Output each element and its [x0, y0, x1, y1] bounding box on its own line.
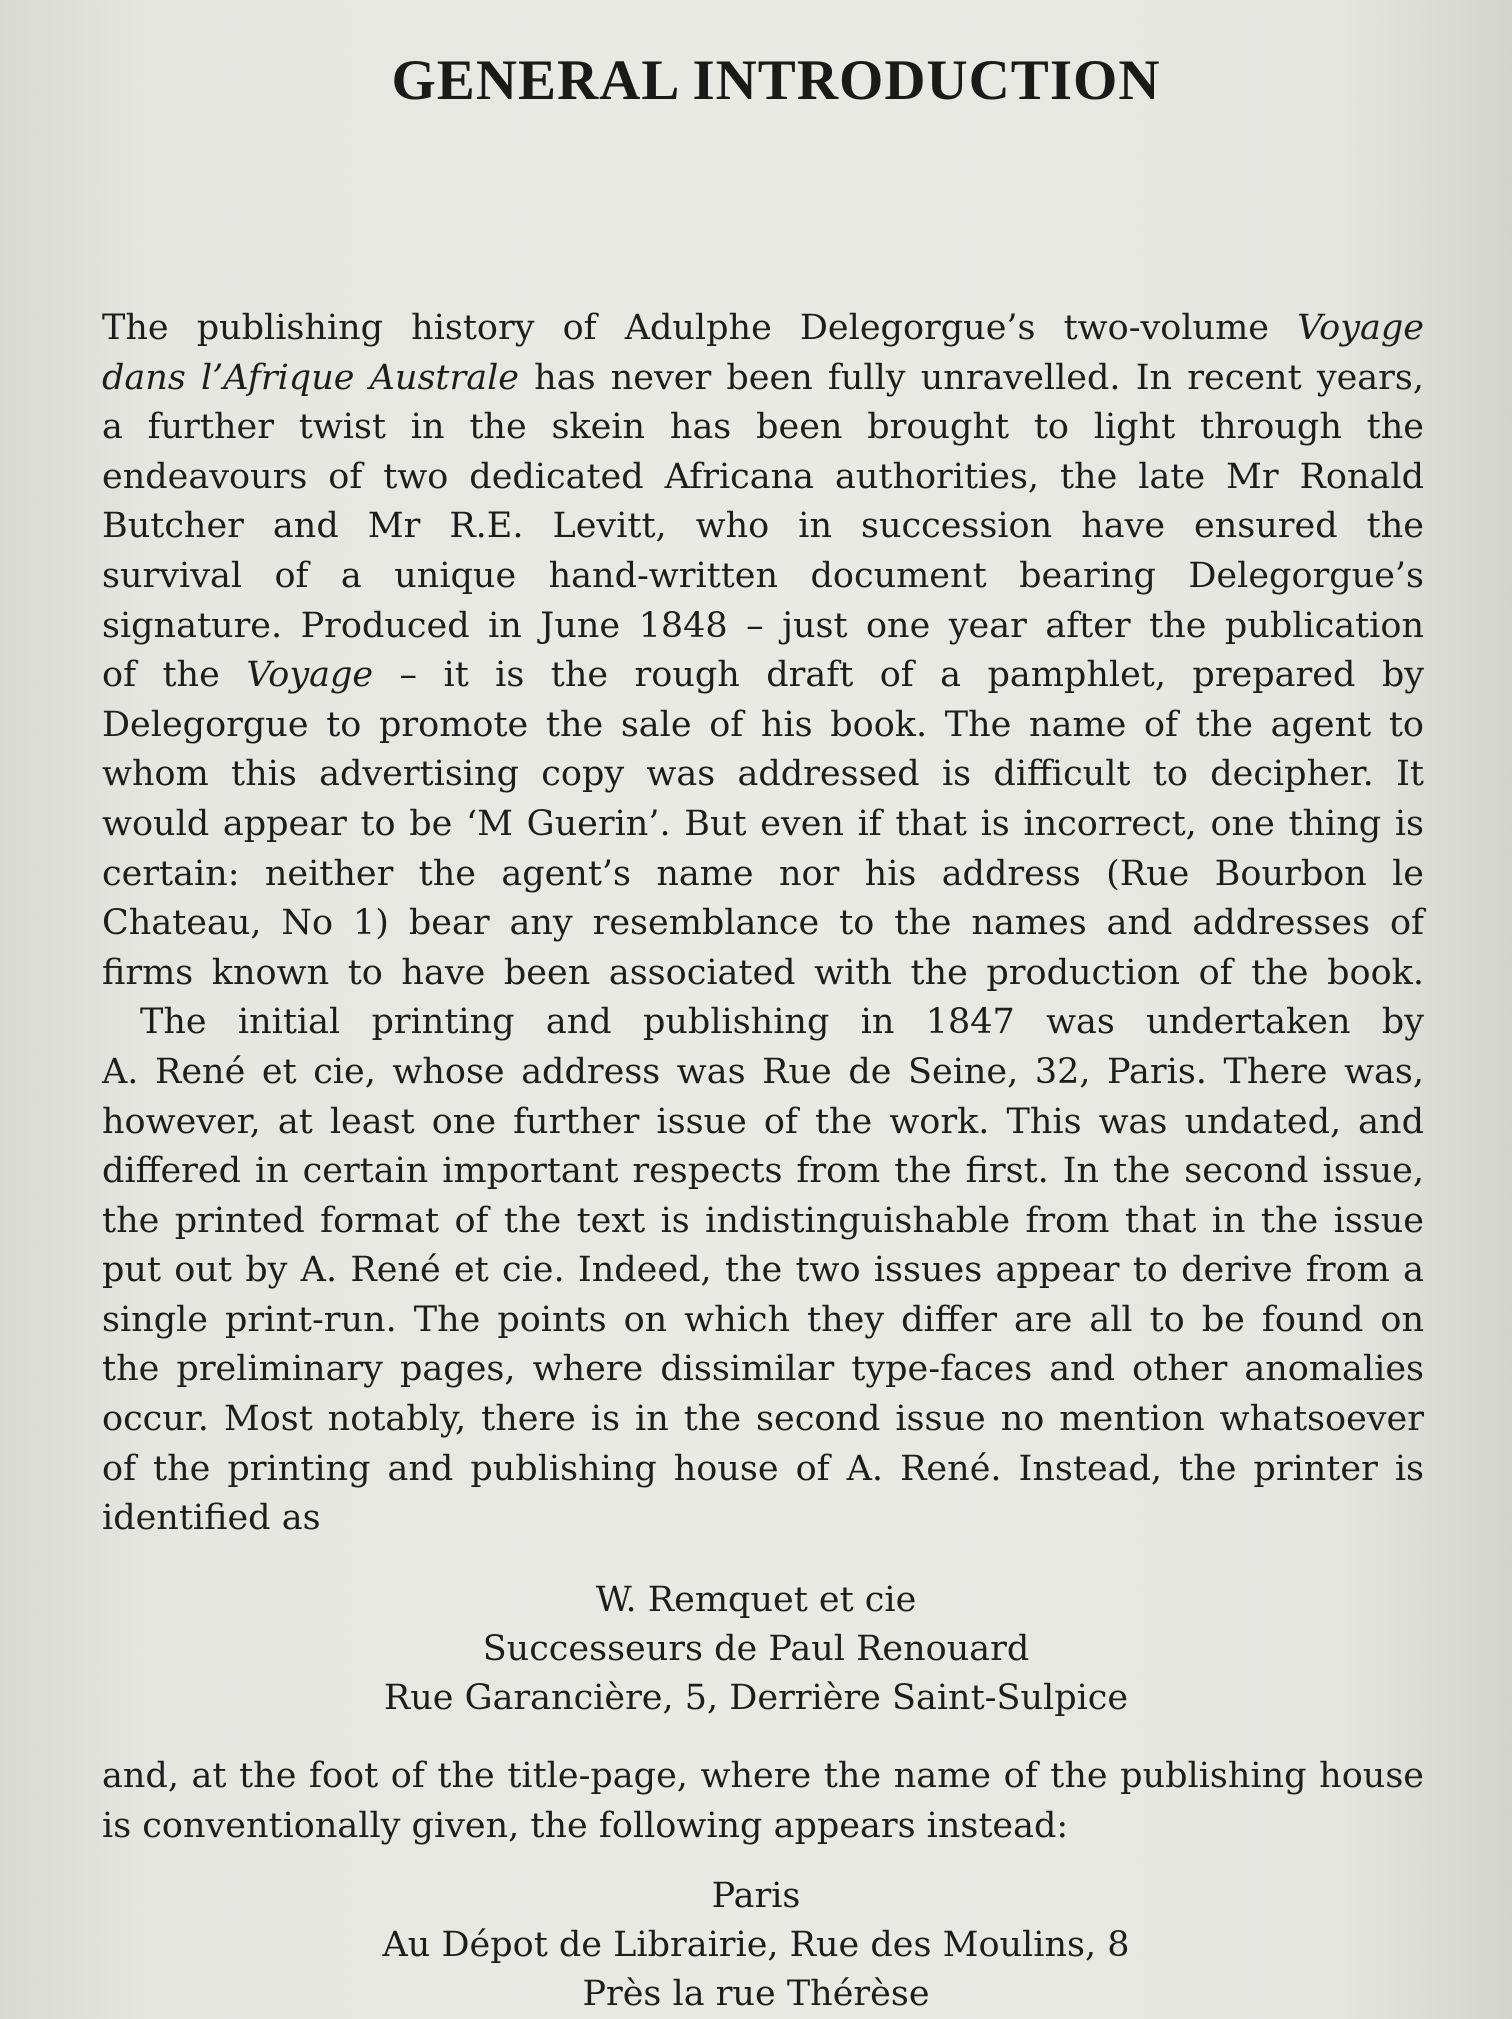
text-segment: has never been fully unravelled. In recent years,	[519, 357, 1424, 398]
address-line: Au Dépot de Librairie, Rue des Moulins, 8	[382, 1925, 1130, 1965]
text-line: the printed format of the text is indistinguishable from that in the issue	[102, 1200, 1424, 1241]
address-line: Successeurs de Paul Renouard	[482, 1629, 1030, 1669]
text-line: endeavours of two dedicated Africana authorities, the late Mr Ronald	[102, 456, 1424, 497]
text-segment: – it is the rough draft of a pamphlet, prepared by	[373, 655, 1424, 696]
text-line	[102, 651, 1424, 701]
italic-title: Voyage	[1297, 308, 1424, 348]
paragraph-1	[102, 304, 1424, 998]
text-line: Chateau, No 1) bear any resemblance to the names and addresses of	[102, 903, 1424, 944]
text-line: put out by A. René et cie. Indeed, the two issues appear to derive from a	[102, 1250, 1424, 1291]
text-line: is conventionally given, the following appears instead:	[102, 1805, 1069, 1846]
paragraph-3	[102, 1752, 1424, 1851]
text-line: survival of a unique hand-written document bearing Delegorgue’s	[102, 555, 1424, 596]
address-line: W. Remquet et cie	[595, 1580, 917, 1620]
text-line: firms known to have been associated with the production of the book.	[102, 952, 1424, 993]
text-line: occur. Most notably, there is in the second issue no mention whatsoever	[102, 1399, 1424, 1440]
text-line: the preliminary pages, where dissimilar type-faces and other anomalies	[102, 1349, 1424, 1390]
address-line: Paris	[711, 1876, 801, 1916]
page-title: GENERAL INTRODUCTION	[391, 49, 1161, 112]
text-line	[102, 354, 1424, 404]
italic-title: dans l’Afrique Australe	[102, 357, 519, 398]
text-segment: The publishing history of Adulphe Delegorgue’s two-volume	[102, 308, 1298, 348]
text-line: would appear to be ‘M Guerin’. But even if that is incorrect, one thing is	[102, 803, 1424, 844]
text-line: of the printing and publishing house of A. René. Instead, the printer is	[102, 1448, 1424, 1489]
text-line: signature. Produced in June 1848 – just one year after the publication	[102, 605, 1424, 646]
text-segment: of the	[102, 655, 247, 696]
text-line: differed in certain important respects from the first. In the second issue,	[102, 1151, 1424, 1192]
text-line: whom this advertising copy was addressed is difficult to decipher. It	[102, 754, 1424, 795]
text-line	[102, 304, 1424, 354]
text-line: single print-run. The points on which they differ are all to be found on	[102, 1299, 1424, 1340]
text-line: identified as	[102, 1498, 321, 1539]
body-text	[102, 304, 1424, 1544]
address-line: Rue Garancière, 5, Derrière Saint-Sulpice	[383, 1678, 1129, 1718]
text-line: certain: neither the agent’s name nor his address (Rue Bourbon le	[102, 853, 1424, 894]
publisher-address	[0, 1872, 1512, 2019]
text-line: and, at the foot of the title-page, where the name of the publishing house	[102, 1756, 1424, 1796]
text-line: A. René et cie, whose address was Rue de Seine, 32, Paris. There was,	[102, 1051, 1424, 1092]
text-line: Butcher and Mr R.E. Levitt, who in succession have ensured the	[102, 506, 1424, 547]
text-line: The initial printing and publishing in 1847 was undertaken by	[140, 1002, 1424, 1043]
paragraph-2	[102, 998, 1424, 1544]
italic-title: Voyage	[246, 655, 374, 696]
text-line: a further twist in the skein has been brought to light through the	[102, 407, 1424, 448]
printer-address	[0, 1576, 1512, 1723]
text-line: Delegorgue to promote the sale of his book. The name of the agent to	[102, 704, 1424, 745]
address-line: Près la rue Thérèse	[582, 1974, 930, 2014]
text-line: however, at least one further issue of the work. This was undated, and	[102, 1101, 1424, 1142]
